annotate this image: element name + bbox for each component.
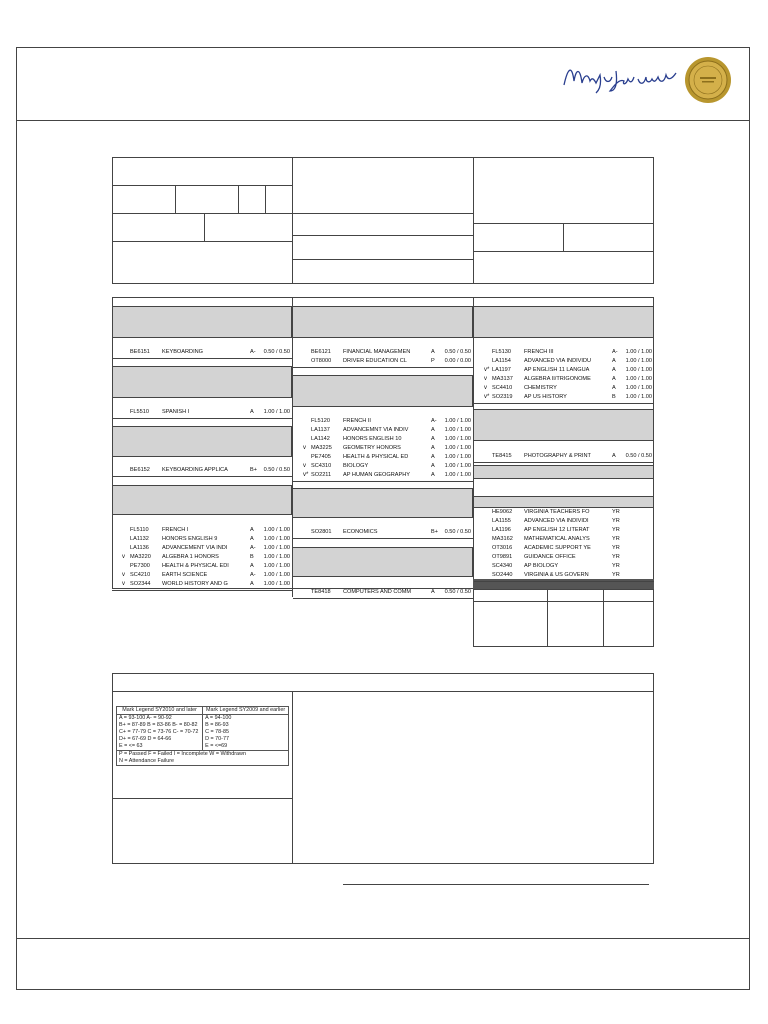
course-row (303, 444, 471, 453)
signature-image (560, 57, 680, 97)
legend-row: D+ = 67-69 D = 64-66 (119, 736, 172, 742)
course-grade: A (250, 527, 254, 533)
course-code: OT9891 (492, 554, 513, 560)
course-title: FRENCH II (343, 418, 371, 424)
course-row (130, 466, 290, 475)
course-grade: YR (612, 518, 620, 524)
course-credits: 0.50 / 0.50 (263, 349, 290, 355)
course-credits: 1.00 / 1.00 (625, 385, 652, 391)
course-credits: 1.00 / 1.00 (625, 349, 652, 355)
course-title: AP ENGLISH 12 LITERAT (524, 527, 590, 533)
course-code: MA3225 (311, 445, 332, 451)
course-code: FL5110 (130, 527, 149, 533)
course-title: GEOMETRY HONORS (343, 445, 401, 451)
course-grade: YR (612, 509, 620, 515)
course-credits: 1.00 / 1.00 (625, 358, 652, 364)
course-credits: 0.50 / 0.50 (444, 529, 471, 535)
course-credits: 1.00 / 1.00 (263, 409, 290, 415)
course-row (130, 348, 290, 357)
course-title: FINANCIAL MANAGEMEN (343, 349, 411, 355)
course-grade: YR (612, 527, 620, 533)
course-title: ADVANCED VIA INDIVIDU (524, 358, 592, 364)
course-code: BE6151 (130, 349, 150, 355)
course-grade: B (612, 394, 616, 400)
course-credits: 0.50 / 0.50 (444, 589, 471, 595)
course-code: PE7405 (311, 454, 331, 460)
term-header (473, 306, 654, 338)
term-rule (293, 598, 473, 599)
course-row (492, 508, 652, 517)
course-code: LA1137 (311, 427, 330, 433)
course-grade: A- (431, 418, 437, 424)
course-title: VIRGINIA & US GOVERN (524, 572, 589, 578)
course-grade: A (612, 453, 616, 459)
course-grade: A (431, 463, 435, 469)
course-credits: 1.00 / 1.00 (263, 572, 290, 578)
course-grade: A (431, 472, 435, 478)
comments-line (112, 798, 292, 799)
course-code: SC4340 (492, 563, 513, 569)
term-rule (474, 403, 654, 404)
course-row (492, 544, 652, 553)
course-title: KEYBOARDING APPLICA (162, 467, 228, 473)
course-credits: 1.00 / 1.00 (444, 427, 471, 433)
course-credits: 1.00 / 1.00 (263, 545, 290, 551)
check-mark: v (484, 376, 487, 382)
course-row (122, 571, 290, 580)
course-credits: 1.00 / 1.00 (625, 394, 652, 400)
term-rule (112, 590, 292, 591)
course-title: AP BIOLOGY (524, 563, 559, 569)
term-rule (112, 418, 292, 419)
course-code: SO2440 (492, 572, 513, 578)
course-grade: A (250, 581, 254, 587)
course-title: ADVANCEMNT VIA INDIV (343, 427, 409, 433)
term-header (292, 547, 473, 577)
mark-legend (116, 706, 289, 766)
check-mark: v* (484, 367, 490, 373)
course-code: LA1197 (492, 367, 511, 373)
term-header (112, 366, 292, 398)
course-credits: 1.00 / 1.00 (263, 527, 290, 533)
course-row (311, 417, 471, 426)
check-mark: v (122, 581, 125, 587)
course-row (311, 588, 471, 597)
course-grade: A- (250, 572, 256, 578)
check-mark: v* (484, 394, 490, 400)
gold-seal-icon (684, 56, 732, 104)
course-row (492, 562, 652, 571)
course-title: AP ENGLISH 11 LANGUA (524, 367, 590, 373)
legend-row: A = 94-100 (205, 715, 232, 721)
course-row (492, 526, 652, 535)
term-header (112, 306, 292, 338)
course-row (492, 348, 652, 357)
course-grade: A (612, 358, 616, 364)
course-credits: 1.00 / 1.00 (444, 418, 471, 424)
course-code: LA1136 (130, 545, 149, 551)
course-credits: 0.00 / 0.00 (444, 358, 471, 364)
check-mark: v (303, 445, 306, 451)
comments-divider (292, 691, 293, 864)
course-grade: YR (612, 554, 620, 560)
course-grade: B+ (250, 467, 257, 473)
course-title: EARTH SCIENCE (162, 572, 208, 578)
course-title: ALGEBRA 1 HONORS (162, 554, 219, 560)
legend-footer-line: P = Passed F = Failed I = Incomplete W = Withdrawn (119, 751, 246, 757)
course-row (122, 580, 290, 589)
course-title: DRIVER EDUCATION CL (343, 358, 407, 364)
course-title: FRENCH III (524, 349, 554, 355)
course-grade: A (431, 589, 435, 595)
legend-row: C+ = 77-79 C = 73-76 C- = 70-72 (119, 729, 199, 735)
term-rule (112, 476, 292, 477)
course-grade: YR (612, 545, 620, 551)
course-grade: A (431, 445, 435, 451)
info-line (473, 251, 654, 252)
summary-line (473, 601, 654, 602)
legend-footer-line: N = Attendance Failure (119, 758, 174, 764)
course-row (130, 535, 290, 544)
course-credits: 1.00 / 1.00 (625, 376, 652, 382)
course-credits: 0.50 / 0.50 (263, 467, 290, 473)
course-title: HONORS ENGLISH 9 (162, 536, 218, 542)
check-mark: v (303, 463, 306, 469)
course-code: FL5130 (492, 349, 511, 355)
course-credits: 1.00 / 1.00 (263, 536, 290, 542)
term-rule (474, 581, 654, 582)
course-title: VIRGINIA TEACHERS FO (524, 509, 590, 515)
info-line (112, 241, 292, 242)
info-divider (473, 157, 474, 284)
course-code: FL5510 (130, 409, 149, 415)
term-header (292, 306, 473, 338)
info-line (175, 185, 176, 213)
course-code: MA3162 (492, 536, 513, 542)
course-code: LA1132 (130, 536, 149, 542)
info-divider (292, 157, 293, 284)
info-line (292, 259, 473, 260)
term-rule (474, 462, 654, 463)
course-grade: B (250, 554, 254, 560)
course-row (303, 462, 471, 471)
course-credits: 1.00 / 1.00 (625, 367, 652, 373)
gpa-summary-box (473, 589, 654, 647)
legend-row: E = <= 63 (119, 743, 143, 749)
course-code: SC4210 (130, 572, 151, 578)
course-title: HEALTH & PHYSICAL EDI (162, 563, 229, 569)
course-code: FL5120 (311, 418, 330, 424)
course-grade: A (431, 427, 435, 433)
course-row (492, 571, 652, 580)
summary-divider (603, 589, 604, 647)
course-code: HE9062 (492, 509, 513, 515)
course-credits: 0.50 / 0.50 (444, 349, 471, 355)
course-row (484, 366, 652, 375)
course-grade: A (250, 409, 254, 415)
legend-new-col (117, 715, 203, 751)
info-line (238, 185, 239, 213)
legend-old-col (203, 715, 289, 751)
course-row (492, 553, 652, 562)
course-row (492, 535, 652, 544)
footer-rule (16, 938, 750, 939)
course-code: BE6152 (130, 467, 150, 473)
info-line (292, 213, 473, 214)
course-title: CHEMISTRY (524, 385, 557, 391)
course-code: SO2344 (130, 581, 151, 587)
course-credits: 1.00 / 1.00 (263, 581, 290, 587)
course-code: SO2211 (311, 472, 332, 478)
course-credits: 1.00 / 1.00 (444, 445, 471, 451)
info-line (292, 235, 473, 236)
course-row (122, 553, 290, 562)
course-row (311, 528, 471, 537)
course-title: AP HUMAN GEOGRAPHY (343, 472, 411, 478)
course-title: COMPUTERS AND COMM (343, 589, 412, 595)
course-title: ALGEBRA II/TRIGONOME (524, 376, 591, 382)
course-code: SC4310 (311, 463, 332, 469)
course-grade: A (431, 454, 435, 460)
course-row (130, 526, 290, 535)
course-row (492, 517, 652, 526)
course-grade: P (431, 358, 435, 364)
legend-footer (117, 751, 289, 766)
course-grade: A (250, 563, 254, 569)
course-code: TE8418 (311, 589, 331, 595)
check-mark: v* (303, 472, 309, 478)
course-title: BIOLOGY (343, 463, 369, 469)
legend-row: E = <=69 (205, 743, 228, 749)
course-row (311, 357, 471, 366)
course-grade: A (612, 385, 616, 391)
info-line (563, 223, 564, 251)
course-code: LA1196 (492, 527, 511, 533)
course-grade: A- (250, 545, 256, 551)
course-grade: YR (612, 563, 620, 569)
check-mark: v (122, 554, 125, 560)
course-row (492, 452, 652, 461)
course-code: MA3220 (130, 554, 151, 560)
comments-header (112, 673, 654, 692)
course-title: HONORS ENGLISH 10 (343, 436, 402, 442)
course-title: KEYBOARDING (162, 349, 204, 355)
term-header (112, 426, 292, 457)
course-code: SC4410 (492, 385, 513, 391)
term-rule (293, 481, 473, 482)
legend-row: B = 86-93 (205, 722, 229, 728)
course-row (311, 453, 471, 462)
signature-line (343, 884, 649, 885)
check-mark: v (484, 385, 487, 391)
course-code: SO2319 (492, 394, 513, 400)
course-grade: YR (612, 536, 620, 542)
term-header (112, 485, 292, 515)
course-grade: B+ (431, 529, 438, 535)
term-rule (293, 538, 473, 539)
course-row (130, 408, 290, 417)
course-title: AP US HISTORY (524, 394, 567, 400)
course-row (484, 375, 652, 384)
term-rule (293, 367, 473, 368)
course-credits: 1.00 / 1.00 (263, 554, 290, 560)
term-header (292, 488, 473, 518)
legend-head-old: Mark Legend SY2009 and earlier (203, 707, 289, 715)
course-code: PE7300 (130, 563, 150, 569)
course-row (311, 435, 471, 444)
course-grade: A (431, 436, 435, 442)
course-credits: 1.00 / 1.00 (444, 454, 471, 460)
course-code: TE8415 (492, 453, 512, 459)
course-title: PHOTOGRAPHY & PRINT (524, 453, 591, 459)
course-row (303, 471, 471, 480)
course-title: FRENCH I (162, 527, 189, 533)
course-row (130, 562, 290, 571)
legend-row: C = 78-85 (205, 729, 229, 735)
student-info-box (112, 157, 654, 284)
info-line (265, 185, 266, 213)
course-grade: YR (612, 572, 620, 578)
course-code: LA1154 (492, 358, 511, 364)
course-title: MATHEMATICAL ANALYS (524, 536, 590, 542)
course-code: OT8000 (311, 358, 332, 364)
course-code: OT3016 (492, 545, 513, 551)
course-title: WORLD HISTORY AND G (162, 581, 228, 587)
course-title: GUIDANCE OFFICE (524, 554, 576, 560)
course-title: ECONOMICS (343, 529, 378, 535)
course-credits: 1.00 / 1.00 (263, 563, 290, 569)
course-title: HEALTH & PHYSICAL ED (343, 454, 409, 460)
course-grade: A (250, 536, 254, 542)
course-grade: A- (612, 349, 618, 355)
course-row (484, 384, 652, 393)
course-grade: A- (250, 349, 256, 355)
course-title: SPANISH I (162, 409, 190, 415)
summary-divider (547, 589, 548, 647)
course-title: ADVANCEMENT VIA INDI (162, 545, 228, 551)
term-rule (112, 358, 292, 359)
header-rule (16, 120, 750, 121)
course-code: MA3137 (492, 376, 513, 382)
course-credits: 1.00 / 1.00 (444, 436, 471, 442)
course-row (492, 357, 652, 366)
legend-row: A = 93-100 A- = 90-92 (119, 715, 172, 721)
term-header (473, 496, 654, 508)
term-header (292, 375, 473, 407)
course-row (311, 426, 471, 435)
check-mark: v (122, 572, 125, 578)
legend-row: D = 70-77 (205, 736, 229, 742)
course-grade: A (612, 376, 616, 382)
course-code: LA1155 (492, 518, 511, 524)
course-code: BE6121 (311, 349, 331, 355)
info-line (204, 213, 205, 241)
info-line (112, 213, 292, 214)
course-grade: A (431, 349, 435, 355)
course-grade: A (612, 367, 616, 373)
term-header (473, 465, 654, 479)
course-credits: 1.00 / 1.00 (444, 463, 471, 469)
course-code: LA1142 (311, 436, 330, 442)
legend-head-new: Mark Legend SY2010 and later (117, 707, 203, 715)
term-header (473, 409, 654, 441)
course-code: SO2801 (311, 529, 332, 535)
legend-row: B+ = 87-89 B = 83-86 B- = 80-82 (119, 722, 198, 728)
course-credits: 0.50 / 0.50 (625, 453, 652, 459)
course-row (311, 348, 471, 357)
course-row (130, 544, 290, 553)
course-row (484, 393, 652, 402)
course-title: ADVANCED VIA INDIVIDI (524, 518, 589, 524)
course-title: ACADEMIC SUPPORT YE (524, 545, 591, 551)
course-credits: 1.00 / 1.00 (444, 472, 471, 478)
